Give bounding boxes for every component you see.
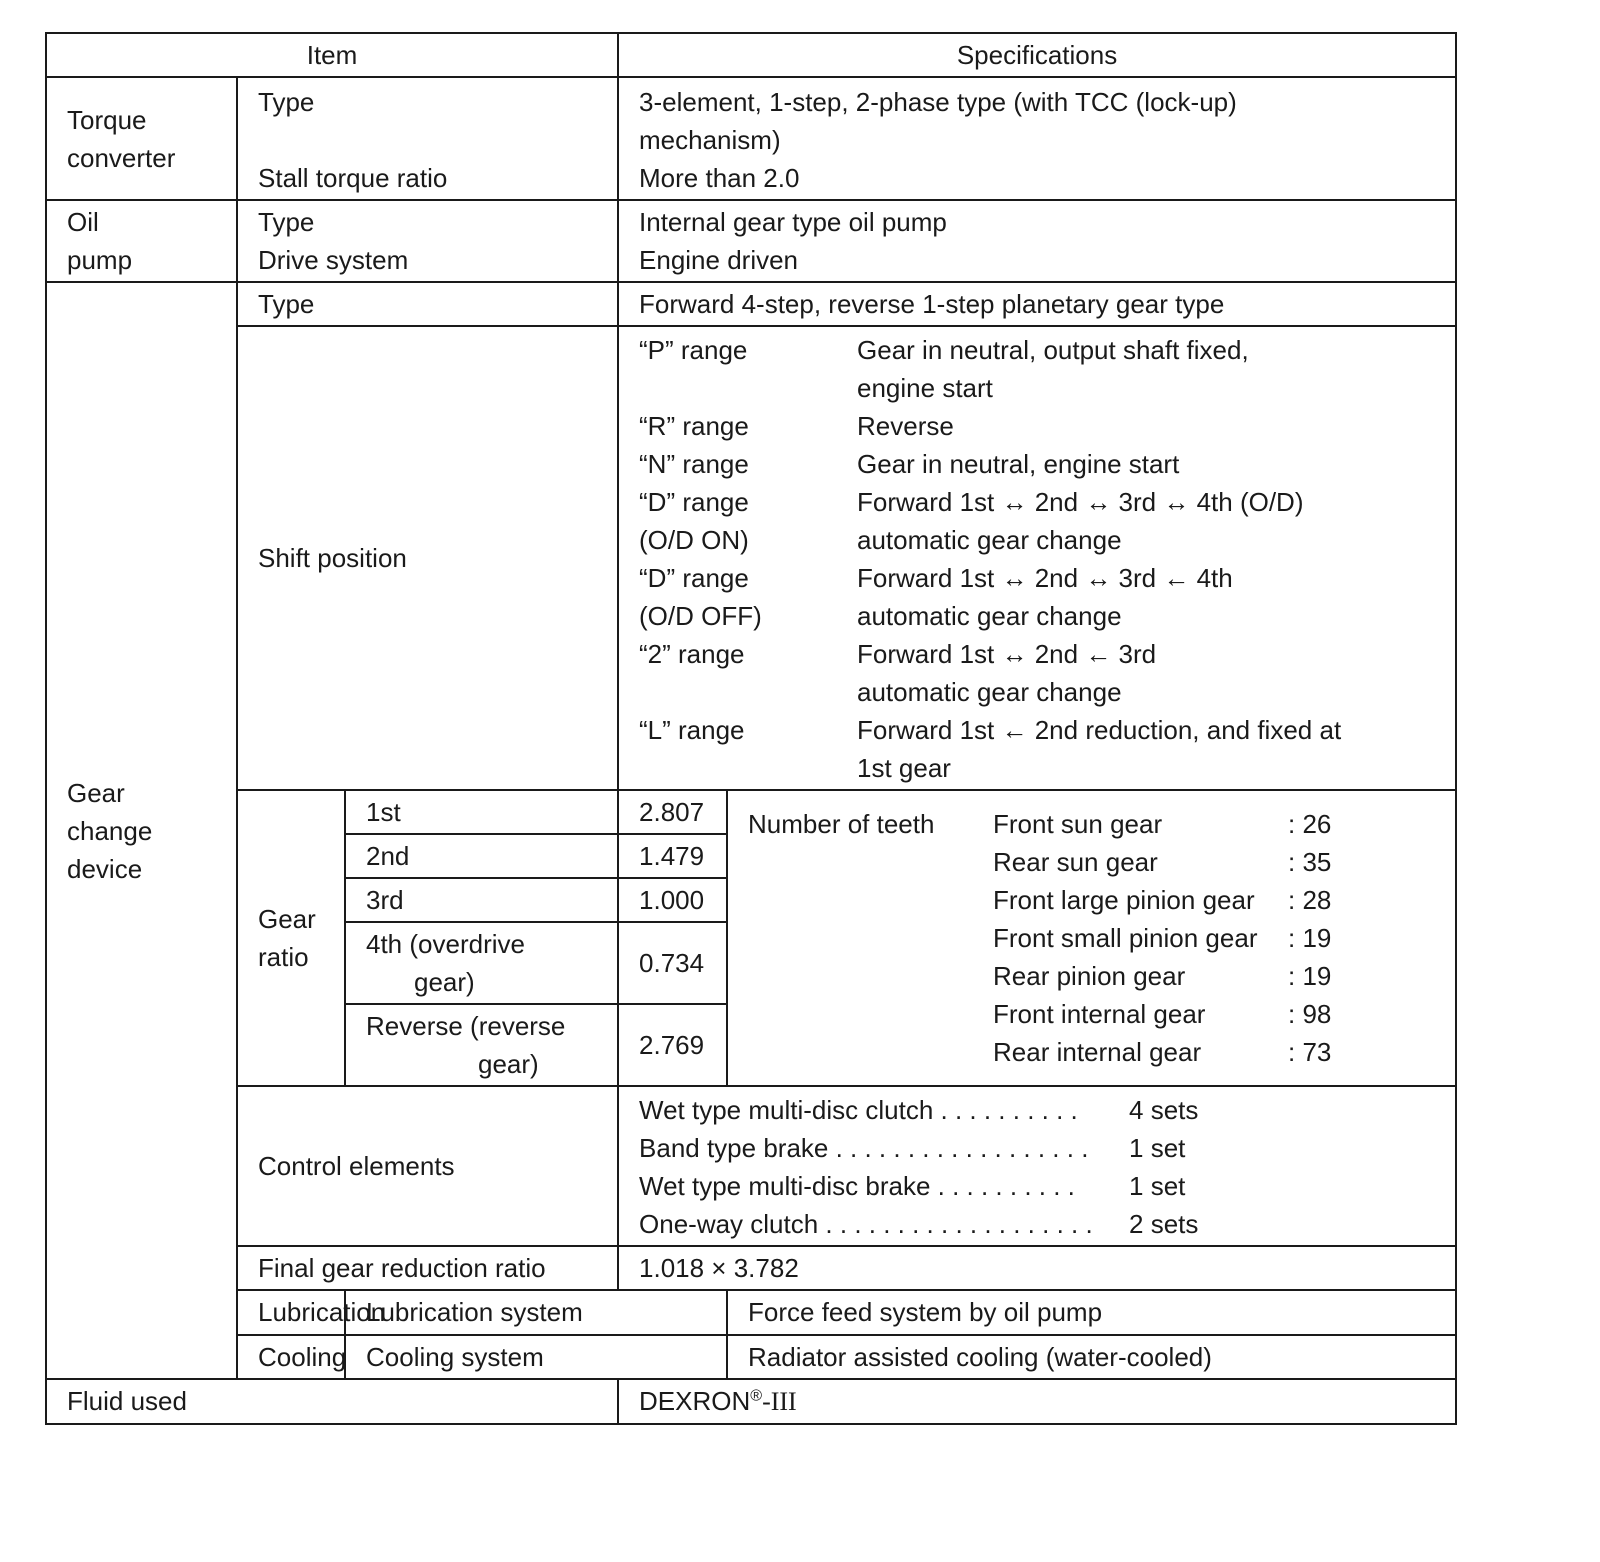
shift-range: “P” range — [639, 335, 748, 365]
shift-range — [639, 673, 857, 711]
fluid-value-suffix: -III — [762, 1387, 797, 1416]
oil-pump-label-line2: pump — [67, 245, 133, 275]
gear-change-label — [46, 282, 237, 1379]
torque-converter-stall-value: More than 2.0 — [639, 163, 800, 193]
gear-ratio-value: 1.479 — [618, 834, 727, 878]
gear-ratio-name: 1st — [345, 790, 618, 834]
torque-converter-label-line1: Torque — [67, 104, 147, 135]
cooling-label: Cooling — [237, 1335, 345, 1379]
control-element-name: Wet type multi-disc brake . . . . . . . . . . — [639, 1171, 1075, 1201]
teeth-name: Rear internal gear — [993, 1037, 1202, 1067]
shift-range: (O/D OFF) — [639, 601, 762, 631]
cooling-system-label: Cooling system — [345, 1335, 727, 1379]
gear-ratio-label-line2: ratio — [258, 942, 309, 972]
shift-desc: Forward 1st ← 2nd reduction, and fixed at — [857, 715, 1342, 745]
shift-desc: Gear in neutral, output shaft fixed, — [857, 335, 1249, 365]
table-row-gear-ratio-1st — [46, 790, 1456, 834]
oil-pump-label — [46, 200, 237, 282]
shift-range: “N” range — [639, 449, 749, 479]
teeth-name: Rear sun gear — [993, 847, 1158, 877]
control-elements-list — [639, 1091, 1435, 1243]
shift-desc: 1st gear — [857, 753, 951, 783]
table-row-lubrication — [46, 1290, 1456, 1335]
teeth-name: Rear pinion gear — [993, 961, 1186, 991]
gear-ratio-value: 2.769 — [618, 1004, 727, 1086]
teeth-value: : 98 — [1288, 999, 1332, 1029]
oil-pump-type-value: Internal gear type oil pump — [639, 207, 947, 237]
shift-range: “D” range — [639, 487, 749, 517]
table-row-shift-position — [46, 326, 1456, 790]
shift-range — [639, 749, 857, 787]
gear-ratio-name: Reverse (reverse — [366, 1011, 566, 1041]
control-element-value: 2 sets — [1129, 1209, 1199, 1239]
teeth-block — [748, 793, 1435, 1071]
shift-desc: Reverse — [857, 411, 954, 441]
control-element-value: 1 set — [1129, 1133, 1186, 1163]
torque-converter-type-label: Type — [258, 87, 315, 117]
teeth-name: Front small pinion gear — [993, 923, 1258, 953]
teeth-name: Front sun gear — [993, 809, 1163, 839]
table-row-torque-converter — [46, 77, 1456, 200]
fluid-value — [618, 1379, 1456, 1424]
shift-desc: engine start — [857, 373, 993, 403]
shift-range: “D” range — [639, 563, 749, 593]
teeth-value: : 19 — [1288, 961, 1332, 991]
oil-pump-drive-value: Engine driven — [639, 245, 799, 275]
teeth-label: Number of teeth — [748, 809, 935, 839]
shift-position-list — [639, 331, 1435, 787]
control-elements-specs — [618, 1086, 1456, 1246]
header-specifications: Specifications — [618, 33, 1456, 77]
gear-type-value: Forward 4-step, reverse 1-step planetary gear type — [618, 282, 1456, 326]
gear-ratio-value: 2.807 — [618, 790, 727, 834]
teeth-value: : 73 — [1288, 1037, 1332, 1067]
gear-ratio-value: 0.734 — [618, 922, 727, 1004]
teeth-value: : 26 — [1288, 809, 1332, 839]
shift-range: “L” range — [639, 715, 745, 745]
registered-mark: ® — [750, 1387, 763, 1405]
control-element-name: One-way clutch . . . . . . . . . . . . . . . . . . . — [639, 1209, 1093, 1239]
table-row-fluid — [46, 1379, 1456, 1424]
gear-ratio-name-cell — [345, 1004, 618, 1086]
torque-converter-stall-label: Stall torque ratio — [258, 163, 448, 193]
gear-type-label: Type — [237, 282, 618, 326]
table-row-cooling — [46, 1335, 1456, 1379]
oil-pump-type-label: Type — [258, 207, 315, 237]
gear-change-label-line1: Gear — [67, 777, 125, 808]
shift-desc: automatic gear change — [857, 601, 1122, 631]
shift-range — [639, 369, 857, 407]
shift-desc: Forward 1st ↔ 2nd ← 3rd — [857, 639, 1157, 669]
torque-converter-type-value-line1: 3-element, 1-step, 2-phase type (with TCC (lock-up) — [639, 87, 1237, 117]
header-item: Item — [46, 33, 618, 77]
teeth-value: : 19 — [1288, 923, 1332, 953]
gear-ratio-name: 3rd — [345, 878, 618, 922]
control-element-value: 4 sets — [1129, 1095, 1199, 1125]
table-row-final-gear — [46, 1246, 1456, 1290]
torque-converter-label-line2: converter — [67, 142, 176, 173]
table-row-gear-type — [46, 282, 1456, 326]
cooling-value: Radiator assisted cooling (water-cooled) — [727, 1335, 1456, 1379]
table-row-control-elements — [46, 1086, 1456, 1246]
lubrication-label: Lubrication — [237, 1290, 345, 1335]
fluid-value-main: DEXRON — [639, 1386, 751, 1416]
torque-converter-label — [46, 77, 237, 200]
final-gear-label: Final gear reduction ratio — [237, 1246, 618, 1290]
oil-pump-drive-label: Drive system — [258, 245, 409, 275]
gear-change-label-line2: change — [67, 815, 153, 846]
table-header-row — [46, 33, 1456, 77]
teeth-value: : 35 — [1288, 847, 1332, 877]
shift-desc: automatic gear change — [857, 677, 1122, 707]
teeth-list — [993, 805, 1331, 1071]
control-elements-label: Control elements — [237, 1086, 618, 1246]
shift-range: “2” range — [639, 639, 745, 669]
control-element-value: 1 set — [1129, 1171, 1186, 1201]
shift-range: “R” range — [639, 411, 749, 441]
shift-desc: Forward 1st ↔ 2nd ↔ 3rd ← 4th — [857, 563, 1233, 593]
torque-converter-items — [237, 77, 618, 200]
control-element-name: Band type brake . . . . . . . . . . . . . . . . . . — [639, 1133, 1089, 1163]
shift-range: (O/D ON) — [639, 525, 749, 555]
control-element-name: Wet type multi-disc clutch . . . . . . . . . . — [639, 1095, 1078, 1125]
gear-change-label-line3: device — [67, 853, 143, 884]
shift-desc: automatic gear change — [857, 525, 1122, 555]
gear-ratio-name: 2nd — [345, 834, 618, 878]
teeth-cell — [727, 790, 1456, 1086]
final-gear-value: 1.018 × 3.782 — [618, 1246, 1456, 1290]
shift-desc: Gear in neutral, engine start — [857, 449, 1180, 479]
gear-ratio-name: 4th (overdrive — [366, 929, 525, 959]
oil-pump-items — [237, 200, 618, 282]
specification-table — [45, 32, 1457, 1425]
gear-ratio-name-line2: gear) — [478, 1049, 539, 1079]
shift-position-specs — [618, 326, 1456, 790]
oil-pump-label-line1: Oil — [67, 207, 99, 237]
gear-ratio-label — [237, 790, 345, 1086]
shift-desc: Forward 1st ↔ 2nd ↔ 3rd ↔ 4th (O/D) — [857, 487, 1304, 517]
lubrication-value: Force feed system by oil pump — [727, 1290, 1456, 1335]
teeth-name: Front large pinion gear — [993, 885, 1255, 915]
shift-position-label: Shift position — [237, 326, 618, 790]
gear-ratio-name-line2: gear) — [414, 967, 475, 997]
gear-ratio-label-line1: Gear — [258, 904, 316, 934]
teeth-name: Front internal gear — [993, 999, 1206, 1029]
oil-pump-specs — [618, 200, 1456, 282]
lubrication-system-label: Lubrication system — [345, 1290, 727, 1335]
gear-ratio-value: 1.000 — [618, 878, 727, 922]
fluid-label: Fluid used — [46, 1379, 618, 1424]
gear-ratio-name-cell — [345, 922, 618, 1004]
table-row-oil-pump — [46, 200, 1456, 282]
torque-converter-type-value-line2: mechanism) — [639, 125, 781, 155]
teeth-value: : 28 — [1288, 885, 1332, 915]
torque-converter-specs — [618, 77, 1456, 200]
